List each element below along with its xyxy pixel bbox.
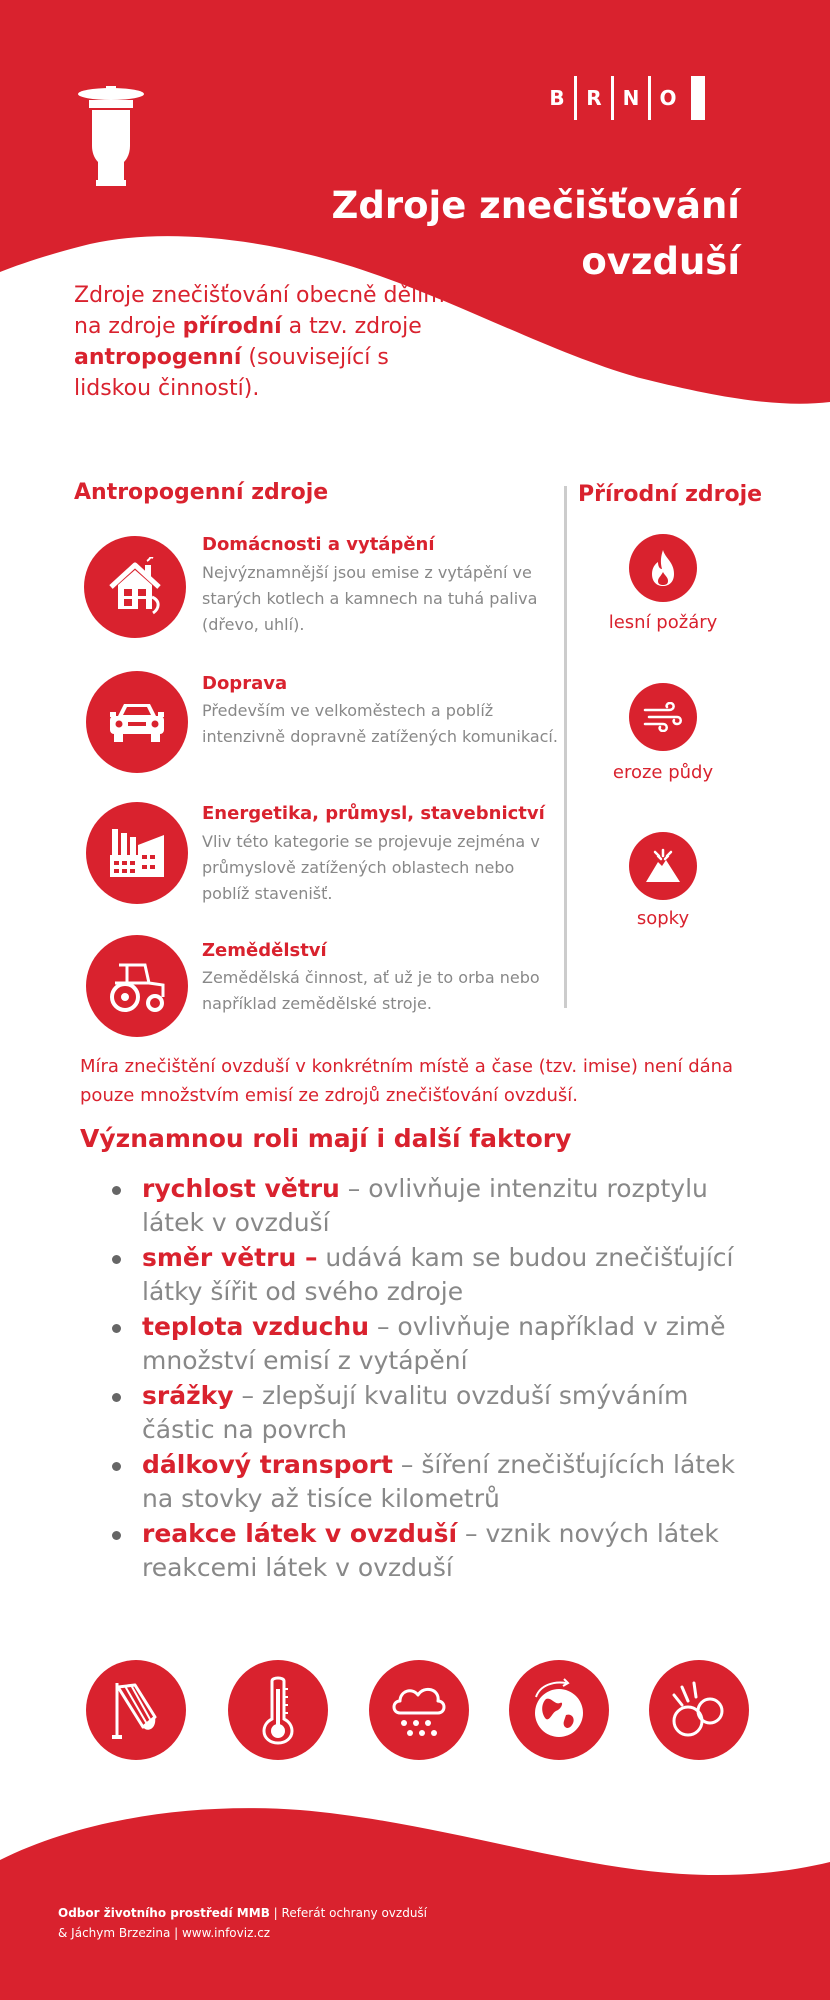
natural-title: Přírodní zdroje — [578, 482, 763, 507]
logo-letter: R — [586, 86, 602, 110]
tractor-icon — [86, 935, 188, 1037]
natural-label: lesní požáry — [608, 612, 718, 633]
imission-note: Míra znečištění ovzduší v konkrétním místě a čase (tzv. imise) není dána pouze množstvím emisí ze zdrojů znečišťování ovzduší. — [80, 1056, 734, 1106]
logo-letter: N — [622, 86, 640, 110]
logo-letter: B — [549, 86, 565, 110]
factors-list — [108, 1172, 748, 1586]
factor-desc: udává kam se budou znečišťující látky šířit od svého zdroje — [142, 1243, 734, 1306]
factor-item — [108, 1379, 748, 1447]
factor-desc: – ovlivňuje intenzitu rozptylu látek v ovzduší — [142, 1174, 708, 1237]
factor-term: teplota vzduchu — [142, 1312, 370, 1341]
reaction-icon — [649, 1660, 749, 1760]
globe-icon — [509, 1660, 609, 1760]
factor-term: směr větru – — [142, 1243, 318, 1272]
factor-item — [108, 1172, 748, 1240]
logo-block — [691, 76, 705, 120]
thermometer-icon — [228, 1660, 328, 1760]
rain-cloud-icon — [369, 1660, 469, 1760]
item-text: Vliv této kategorie se projevuje zejména v průmyslově zatížených oblastech nebo poblíž stavenišť. — [202, 832, 540, 903]
credits-author: & Jáchym Brzezina | www.infoviz.cz — [58, 1926, 271, 1940]
intro-anthro-word: antropogenní — [74, 345, 242, 370]
item-text: Především ve velkoměstech a poblíž intenzivně dopravně zatížených komunikací. — [202, 701, 558, 746]
page-title: Zdroje znečišťování ovzduší — [331, 184, 740, 283]
footer-credits — [58, 1903, 658, 1943]
factor-term: srážky — [142, 1381, 234, 1410]
item-text: Nejvýznamnější jsou emise z vytápění ve starých kotlech a kamnech na tuhá paliva (dřevo, uhlí). — [202, 563, 538, 634]
item-title: Zemědělství — [202, 940, 327, 961]
factor-desc: – vznik nových látek reakcemi látek v ovzduší — [142, 1519, 719, 1582]
item-title: Energetika, průmysl, stavebnictví — [202, 803, 545, 824]
factory-icon — [86, 802, 188, 904]
factor-desc: – šíření znečišťujících látek na stovky až tisíce kilometrů — [142, 1450, 735, 1513]
credits-org: Odbor životního prostředí MMB — [58, 1906, 270, 1920]
house-icon — [84, 536, 186, 638]
intro-part: a tzv. zdroje — [281, 314, 422, 339]
factor-term: dálkový transport — [142, 1450, 393, 1479]
intro-part: Zdroje znečišťování obecně dělíme na zdroje — [74, 283, 459, 339]
fire-icon — [629, 534, 697, 602]
intro-natural-word: přírodní — [182, 314, 282, 339]
factors-title: Významnou roli mají i další faktory — [80, 1124, 572, 1153]
footer-background — [0, 1790, 830, 2000]
item-title: Domácnosti a vytápění — [202, 534, 435, 555]
credits-line — [58, 1903, 658, 1923]
factor-item — [108, 1517, 748, 1585]
intro-part: (související s lidskou činností). — [74, 345, 389, 401]
volcano-icon — [629, 832, 697, 900]
item-title: Doprava — [202, 673, 288, 694]
factor-desc: – zlepšují kvalitu ovzduší smýváním částic na povrch — [142, 1381, 689, 1444]
anthropogenic-title: Antropogenní zdroje — [74, 480, 329, 505]
wind-icon — [629, 683, 697, 751]
natural-label: eroze půdy — [612, 762, 714, 783]
factor-item — [108, 1241, 748, 1309]
credits-dept: | Referát ochrany ovzduší — [269, 1906, 428, 1920]
car-icon — [86, 671, 188, 773]
factor-term: reakce látek v ovzduší — [142, 1519, 458, 1548]
factor-term: rychlost větru — [142, 1174, 340, 1203]
factor-item — [108, 1448, 748, 1516]
factor-item — [108, 1310, 748, 1378]
item-text: Zemědělská činnost, ať už je to orba nebo například zemědělské stroje. — [202, 968, 540, 1013]
factor-desc: – ovlivňuje například v zimě množství emisí z vytápění — [142, 1312, 726, 1375]
natural-label: sopky — [636, 908, 690, 929]
brno-logo — [540, 76, 705, 120]
intro-text — [74, 280, 464, 404]
windsock-icon — [86, 1660, 186, 1760]
chimney-icon — [78, 86, 144, 186]
column-divider — [564, 486, 567, 1008]
logo-letter: O — [659, 86, 677, 110]
